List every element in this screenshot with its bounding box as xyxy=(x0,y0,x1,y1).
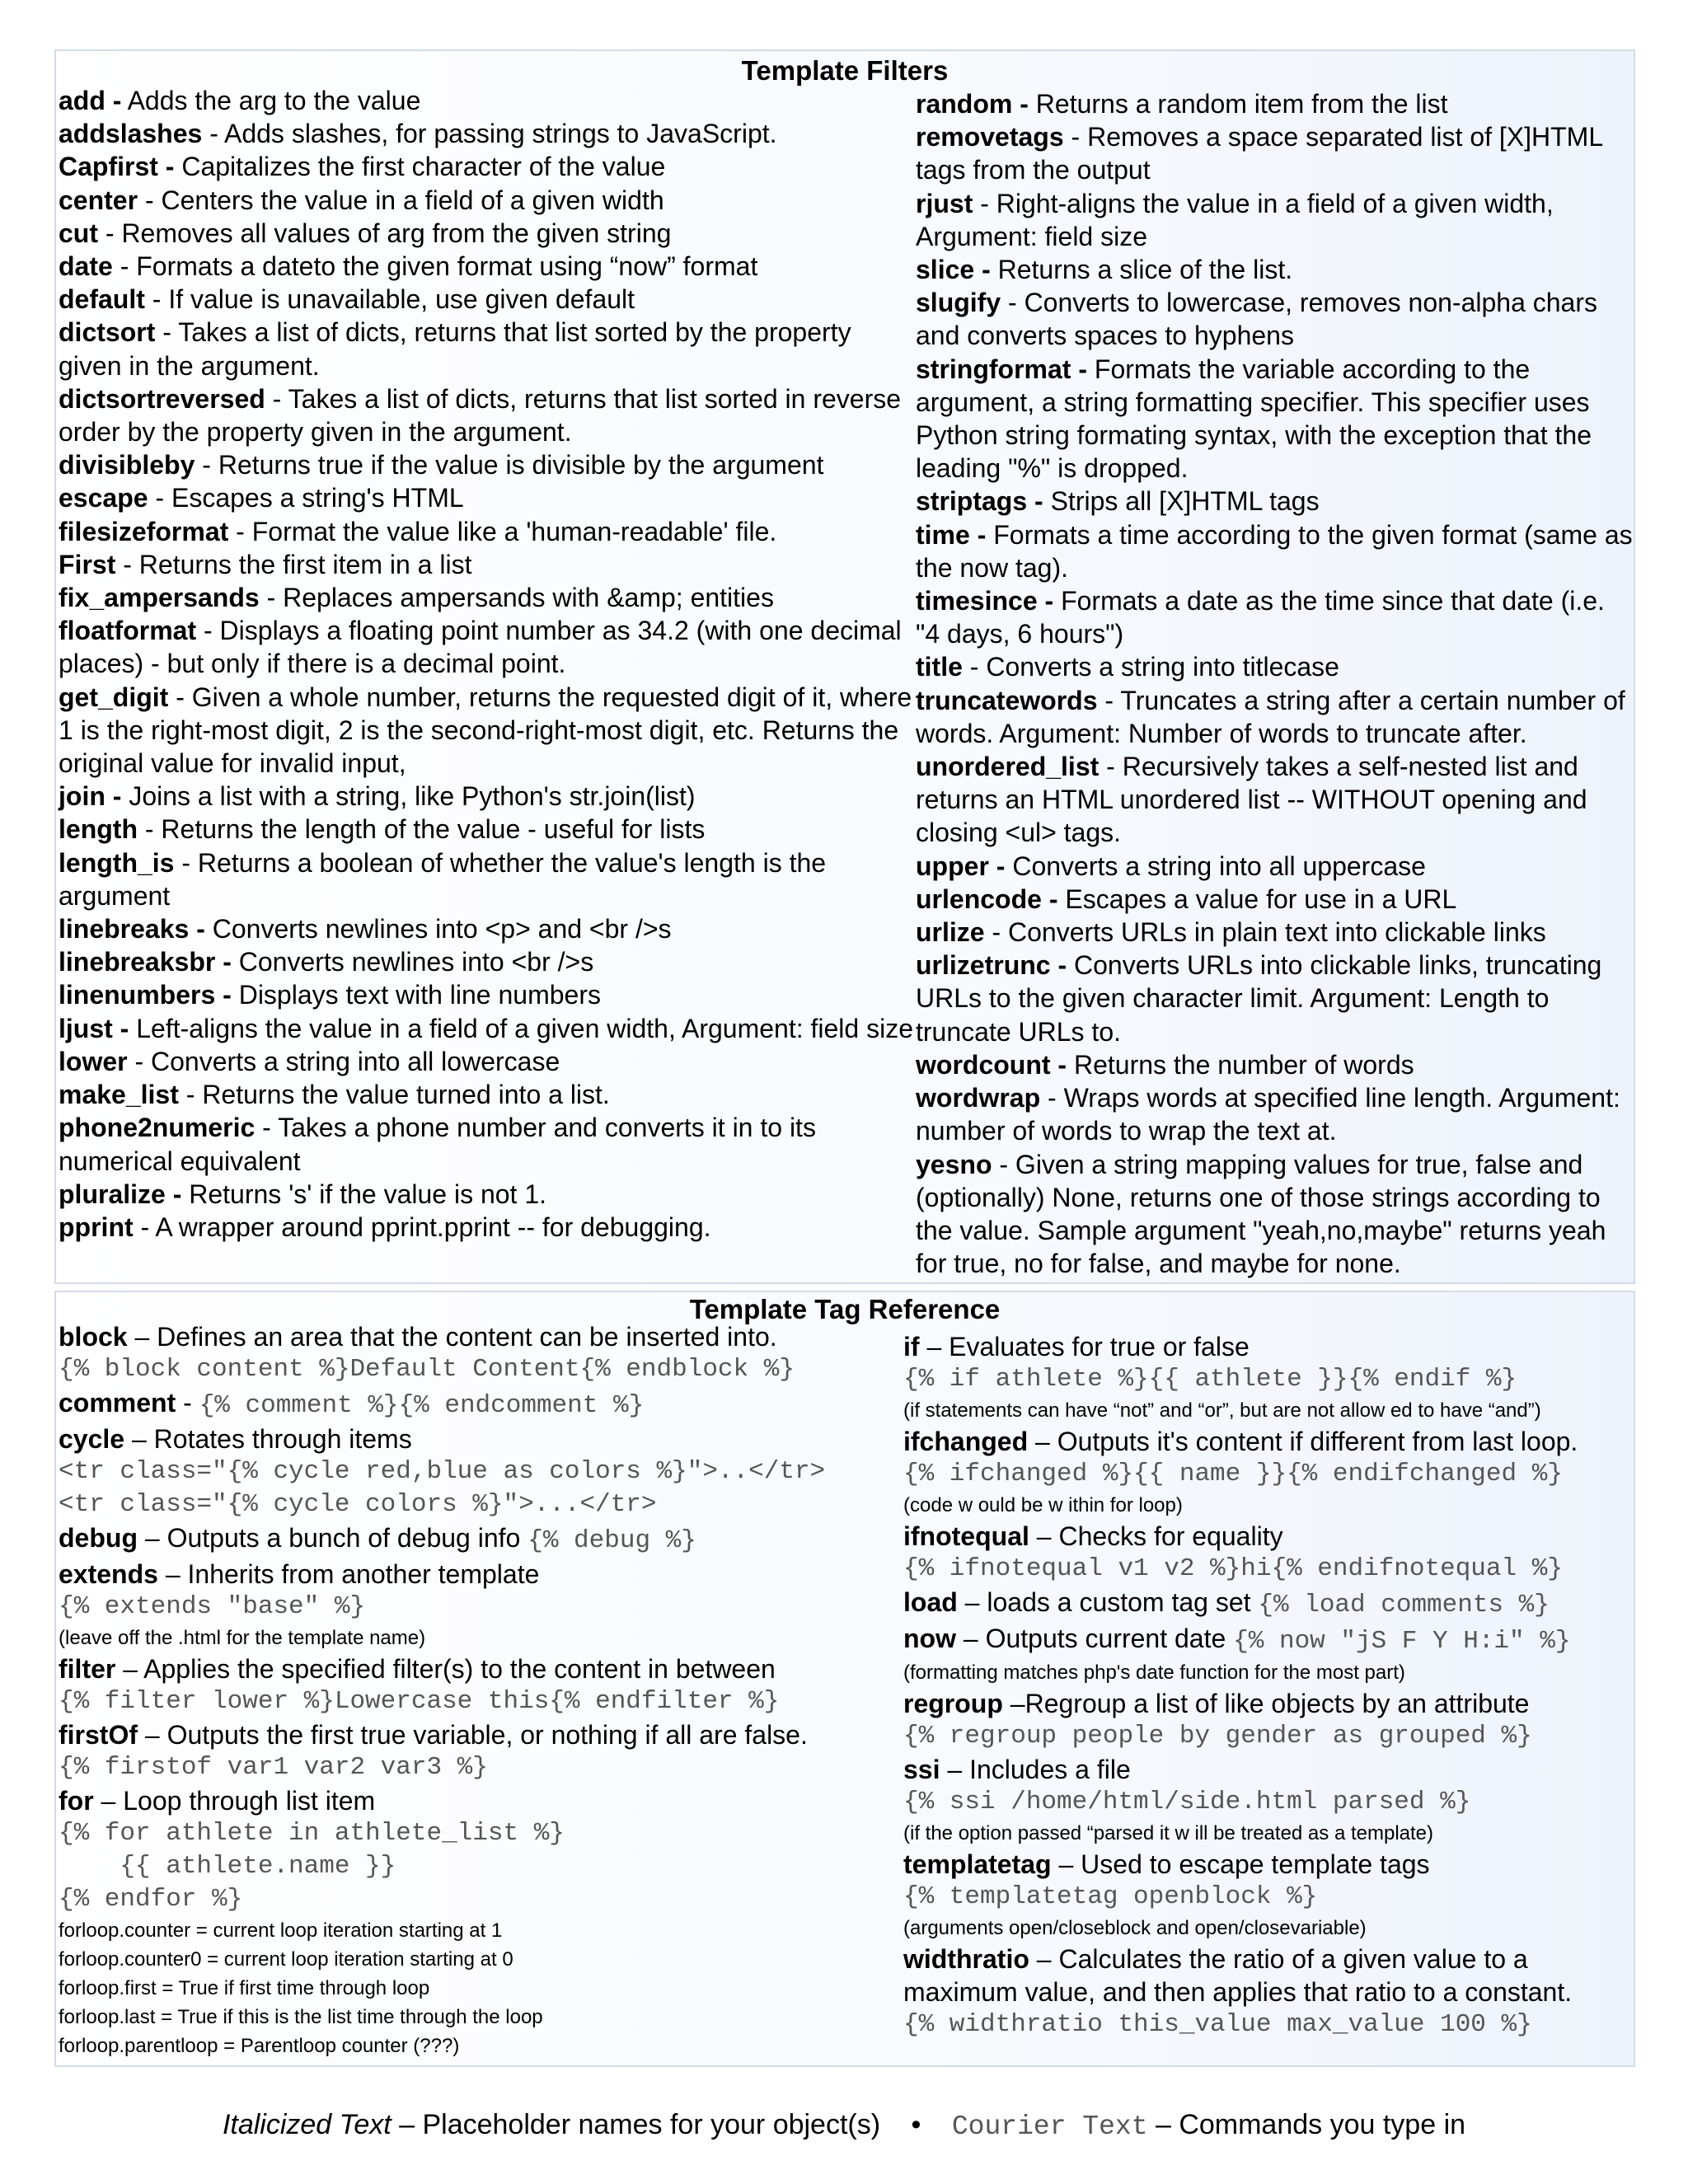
tag-ssi xyxy=(903,1753,1633,1786)
filter-description: - Returns a boolean of whether the value's length is the argument xyxy=(59,847,827,911)
tag-note: (if statements can have “not” and “or”, but are not allow ed to have “and”) xyxy=(903,1399,1541,1422)
filter-description: - Converts URLs in plain text into clickable links xyxy=(984,917,1546,948)
tag-name: filter xyxy=(59,1654,116,1684)
tag-description: – Outputs the first true variable, or nothing if all are false. xyxy=(138,1720,808,1750)
filter-description: - Converts a string into titlecase xyxy=(962,652,1339,682)
filter-entry xyxy=(59,217,920,250)
code-example: {% endfor %} xyxy=(59,1885,243,1914)
filter-entry xyxy=(59,780,920,813)
filter-name: make_list xyxy=(59,1080,179,1110)
tag-name: for xyxy=(59,1786,94,1816)
tag-name: load xyxy=(903,1587,958,1617)
filter-entry xyxy=(59,316,920,382)
filter-name: divisibleby xyxy=(59,450,195,480)
filter-entry xyxy=(59,250,920,283)
tag-description: – Outputs a bunch of debug info xyxy=(137,1523,528,1553)
filter-entry xyxy=(59,1178,920,1211)
filter-name: pluralize - xyxy=(59,1179,182,1209)
filter-name: Capfirst - xyxy=(59,152,175,182)
filter-entry xyxy=(59,846,920,912)
legend-courier-desc: – Commands you type in xyxy=(1147,2109,1466,2140)
filter-name: fix_ampersands xyxy=(59,583,260,613)
filter-description: Returns 's' if the value is not 1. xyxy=(181,1179,547,1209)
code-example: {% firstof var1 var2 var3 %} xyxy=(59,1753,488,1782)
filter-entry xyxy=(916,650,1633,683)
code-example: {% debug %} xyxy=(528,1526,696,1555)
filter-description: - Replaces ampersands with &amp; entities xyxy=(259,583,774,613)
filter-entry xyxy=(59,150,920,183)
filter-entry xyxy=(59,1111,920,1177)
filter-entry xyxy=(59,581,920,614)
filter-entry xyxy=(59,184,920,217)
filter-entry xyxy=(59,283,920,316)
filter-description: Returns a random item from the list xyxy=(1028,89,1448,119)
tag-note: (leave off the .html for the template name) xyxy=(59,1627,426,1649)
filter-description: Capitalizes the first character of the value xyxy=(174,152,666,182)
filter-name: wordcount - xyxy=(916,1049,1067,1080)
forloop-note: forloop.first = True if first time through loop xyxy=(59,1977,430,1999)
filter-entry xyxy=(59,481,920,514)
filter-name: random - xyxy=(916,89,1029,119)
tag-name: firstOf xyxy=(59,1720,138,1750)
filter-entry xyxy=(59,681,920,780)
filter-description: - Formats a dateto the given format using “now” format xyxy=(112,251,758,282)
filter-name: First xyxy=(59,549,116,579)
filter-name: urlize xyxy=(916,917,985,948)
filter-description: Converts newlines into <p> and <br />s xyxy=(204,914,672,944)
tag-firstof xyxy=(59,1718,949,1751)
filter-name: yesno xyxy=(916,1149,992,1179)
filter-description: - Centers the value in a field of a given width xyxy=(138,185,664,215)
filter-name: stringformat - xyxy=(916,354,1087,384)
code-example: <tr class="{% cycle red,blue as colors %}">..</tr> xyxy=(59,1457,826,1486)
filter-entry xyxy=(916,883,1633,916)
legend-footer xyxy=(0,2106,1688,2146)
tag-description: – Rotates through items xyxy=(124,1424,412,1454)
tag-templatetag xyxy=(903,1848,1633,1881)
filter-description: - Adds slashes, for passing strings to JavaScript. xyxy=(202,119,777,149)
filter-description: Escapes a value for use in a URL xyxy=(1057,883,1457,914)
tag-filter xyxy=(59,1652,949,1685)
filter-entry xyxy=(59,548,920,581)
filter-name: default xyxy=(59,284,145,315)
filter-entry xyxy=(916,684,1633,750)
filter-description: - Returns the value turned into a list. xyxy=(178,1080,610,1110)
tag-description: - xyxy=(176,1388,199,1418)
filter-entry xyxy=(916,584,1633,650)
code-example: {% templatetag openblock %} xyxy=(903,1882,1318,1911)
tags-title: Template Tag Reference xyxy=(689,1294,1001,1324)
filter-description: - Given a string mapping values for true, false and (optionally) None, returns one of those strings according to the value. Sample argument "yeah,no,maybe" returns yeah for true, no for false, and maybe for none. xyxy=(916,1149,1606,1279)
filter-name: linenumbers - xyxy=(59,980,232,1010)
filter-name: wordwrap xyxy=(916,1083,1041,1113)
filter-name: add - xyxy=(59,86,122,115)
filter-name: urlizetrunc - xyxy=(916,950,1067,981)
code-example: {% ifchanged %}{{ name }}{% endifchanged %} xyxy=(903,1460,1563,1488)
filter-description: - Converts a string into all lowercase xyxy=(127,1046,560,1076)
filter-description: - A wrapper around pprint.pprint -- for debugging. xyxy=(133,1212,711,1242)
filter-description: Left-aligns the value in a field of a given width, Argument: field size xyxy=(129,1013,913,1043)
tag-note: (formatting matches php's date function for the most part) xyxy=(903,1661,1405,1684)
filter-description: - Takes a list of dicts, returns that list sorted by the property given in the argument. xyxy=(59,317,851,381)
tags-left-column xyxy=(59,1320,949,2060)
tag-name: debug xyxy=(59,1523,138,1553)
filter-name: filesizeformat xyxy=(59,516,229,546)
filter-description: Joins a list with a string, like Python's str.join(list) xyxy=(121,781,696,812)
filter-description: - Takes a phone number and converts it in to its numerical equivalent xyxy=(59,1113,816,1176)
filter-description: - Removes a space separated list of [X]HTML tags from the output xyxy=(916,122,1602,185)
filter-entry xyxy=(916,120,1633,186)
filter-name: ljust - xyxy=(59,1013,129,1043)
filter-entry xyxy=(916,286,1633,352)
filter-name: removetags xyxy=(916,122,1064,152)
filter-description: - Truncates a string after a certain number of words. Argument: Number of words to truncate after. xyxy=(916,685,1625,748)
filter-name: truncatewords xyxy=(916,685,1098,715)
tag-description: – Used to escape template tags xyxy=(1051,1849,1430,1879)
filter-description: Formats a time according to the given format (same as the now tag). xyxy=(916,519,1633,583)
filter-name: length xyxy=(59,814,138,845)
filter-description: - Right-aligns the value in a field of a given width, Argument: field size xyxy=(916,188,1554,251)
tag-name: now xyxy=(903,1624,956,1653)
filter-description: - Given a whole number, returns the requested digit of it, where 1 is the right-most digit, 2 is the second-right-most digit, etc. Returns the original value for invalid input, xyxy=(59,682,912,779)
code-example: {% regroup people by gender as grouped %} xyxy=(903,1722,1532,1750)
tag-description: – Inherits from another template xyxy=(157,1559,540,1589)
filter-entry xyxy=(916,253,1633,286)
forloop-note: forloop.counter = current loop iteration starting at 1 xyxy=(59,1919,503,1942)
forloop-note: forloop.last = True if this is the list time through the loop xyxy=(59,2006,543,2028)
tag-description: – Checks for equality xyxy=(1029,1521,1283,1551)
tag-comment xyxy=(59,1386,949,1422)
filter-name: title xyxy=(916,652,963,682)
tag-description: – Evaluates for true or false xyxy=(919,1332,1250,1361)
filter-description: Strips all [X]HTML tags xyxy=(1043,486,1320,517)
filter-name: striptags - xyxy=(916,486,1043,517)
filter-description: - Returns the length of the value - useful for lists xyxy=(137,814,706,845)
filter-description: - Format the value like a 'human-readable' file. xyxy=(228,516,777,546)
filter-name: addslashes xyxy=(59,119,203,149)
tag-if xyxy=(903,1330,1633,1363)
code-example: {% now "jS F Y H:i" %} xyxy=(1233,1627,1571,1656)
tag-name: cycle xyxy=(59,1424,125,1454)
tags-right-column xyxy=(903,1330,1633,2041)
filter-entry xyxy=(59,978,920,1011)
legend-italic-desc: – Placeholder names for your object(s) xyxy=(391,2109,881,2140)
tag-for xyxy=(59,1784,949,1817)
filter-entry xyxy=(59,912,920,945)
filter-entry xyxy=(59,1211,920,1244)
filter-name: timesince - xyxy=(916,586,1054,616)
filter-name: unordered_list xyxy=(916,752,1100,782)
filter-entry xyxy=(59,117,920,150)
filter-name: phone2numeric xyxy=(59,1113,256,1143)
forloop-note: forloop.parentloop = Parentloop counter (???) xyxy=(59,2035,460,2057)
tag-regroup xyxy=(903,1687,1633,1720)
tag-name: regroup xyxy=(903,1689,1003,1718)
filter-description: Returns the number of words xyxy=(1067,1049,1414,1080)
code-example: {% ifnotequal v1 v2 %}hi{% endifnotequal %} xyxy=(903,1554,1563,1583)
filter-entry xyxy=(916,87,1633,120)
filter-entry xyxy=(916,1148,1633,1281)
tag-name: block xyxy=(59,1322,128,1352)
filter-description: Formats the variable according to the argument, a string formatting specifier. This specifier uses Python string formating syntax, with the exception that the leading "%" is dropped. xyxy=(916,354,1592,484)
filter-description: Displays text with line numbers xyxy=(231,980,601,1010)
filter-name: rjust xyxy=(916,188,973,218)
filter-entry xyxy=(59,614,920,680)
filter-description: Converts newlines into <br />s xyxy=(231,947,594,977)
tag-name: if xyxy=(903,1332,920,1361)
filters-title: Template Filters xyxy=(741,55,949,86)
bullet-separator: • xyxy=(911,2109,921,2140)
tag-name: extends xyxy=(59,1559,158,1589)
tag-note: (code w ould be w ithin for loop) xyxy=(903,1494,1183,1516)
filter-name: escape xyxy=(59,483,148,513)
filter-name: linebreaks - xyxy=(59,914,205,944)
tag-note: (arguments open/closeblock and open/closevariable) xyxy=(903,1917,1367,1939)
tag-description: –Regroup a list of like objects by an attribute xyxy=(1002,1689,1530,1718)
code-example: {% ssi /home/html/side.html parsed %} xyxy=(903,1788,1471,1816)
filter-name: date xyxy=(59,251,113,282)
filter-entry xyxy=(59,84,920,117)
filter-description: Adds the arg to the value xyxy=(121,86,421,115)
tag-now xyxy=(903,1622,1633,1658)
tag-name: ifnotequal xyxy=(903,1521,1029,1551)
filter-name: slice - xyxy=(916,255,991,285)
filter-description: - Takes a list of dicts, returns that list sorted in reverse order by the property given in the argument. xyxy=(59,383,902,448)
tag-cycle xyxy=(59,1422,949,1455)
filter-entry xyxy=(916,518,1633,584)
filter-name: time - xyxy=(916,519,987,550)
filter-entry xyxy=(916,1081,1633,1147)
filter-entry xyxy=(59,1045,920,1078)
filter-description: - Returns true if the value is divisible by the argument xyxy=(195,450,824,480)
tag-description: – Outputs it's content if different from last loop. xyxy=(1028,1427,1578,1456)
filter-entry xyxy=(59,1078,920,1111)
code-example: {% load comments %} xyxy=(1258,1591,1550,1619)
tag-block xyxy=(59,1320,949,1353)
code-example: {% for athlete in athlete_list %} xyxy=(59,1819,565,1848)
filter-entry xyxy=(59,382,920,448)
tag-ifnotequal xyxy=(903,1520,1633,1553)
forloop-note: forloop.counter0 = current loop iteration starting at 0 xyxy=(59,1948,513,1971)
tag-description: – Defines an area that the content can be inserted into. xyxy=(127,1322,777,1352)
tag-description: – loads a custom tag set xyxy=(957,1587,1259,1617)
filter-entry xyxy=(916,750,1633,850)
code-example: {% filter lower %}Lowercase this{% endfilter %} xyxy=(59,1687,780,1716)
legend-courier-label: Courier Text xyxy=(951,2111,1148,2142)
filter-description: Returns a slice of the list. xyxy=(990,255,1293,285)
filter-name: pprint xyxy=(59,1212,134,1242)
code-example: {% if athlete %}{{ athlete }}{% endif %} xyxy=(903,1365,1517,1394)
tag-name: comment xyxy=(59,1388,176,1418)
tag-debug xyxy=(59,1521,949,1558)
filter-entry xyxy=(59,813,920,846)
tag-name: templatetag xyxy=(903,1849,1052,1879)
filter-entry xyxy=(59,448,920,481)
filter-description: - Recursively takes a self-nested list and returns an HTML unordered list -- WITHOUT opening and closing <ul> tags. xyxy=(916,752,1587,848)
code-example: {% comment %}{% endcomment %} xyxy=(199,1391,645,1420)
code-example: <tr class="{% cycle colors %}">...</tr> xyxy=(59,1490,657,1519)
tag-description: – Calculates the ratio of a given value to a maximum value, and then applies that ratio to a constant. xyxy=(903,1944,1573,2007)
filter-name: cut xyxy=(59,218,98,248)
tag-description: – Applies the specified filter(s) to the content in between xyxy=(115,1654,776,1684)
filter-description: - Wraps words at specified line length. Argument: number of words to wrap the text at. xyxy=(916,1083,1620,1146)
filter-name: dictsort xyxy=(59,317,156,348)
tag-description: – Outputs current date xyxy=(955,1624,1234,1653)
filter-name: lower xyxy=(59,1046,128,1076)
filters-left-column xyxy=(59,84,920,1244)
template-tag-reference-section xyxy=(54,1291,1635,2067)
tag-description: – Includes a file xyxy=(940,1755,1131,1784)
filter-name: length_is xyxy=(59,847,175,878)
filter-name: dictsortreversed xyxy=(59,383,265,414)
filter-description: - Displays a floating point number as 34.2 (with one decimal places) - but only if there is a decimal point. xyxy=(59,616,902,679)
tag-extends xyxy=(59,1558,949,1591)
filter-entry xyxy=(916,187,1633,253)
filter-name: slugify xyxy=(916,288,1001,318)
filter-description: - Converts to lowercase, removes non-alpha chars and converts spaces to hyphens xyxy=(916,288,1597,351)
tag-note: (if the option passed “parsed it w ill be treated as a template) xyxy=(903,1822,1434,1844)
tag-ifchanged xyxy=(903,1425,1633,1458)
filter-description: - Returns the first item in a list xyxy=(115,549,472,579)
filter-entry xyxy=(916,353,1633,485)
filter-entry xyxy=(59,515,920,548)
filter-description: Converts URLs into clickable links, truncating URLs to the given character limit. Argument: Length to truncate URLs to. xyxy=(916,950,1602,1047)
code-example: {{ athlete.name }} xyxy=(59,1852,396,1881)
filter-description: - Escapes a string's HTML xyxy=(148,483,464,513)
filter-entry xyxy=(916,485,1633,518)
code-example: {% extends "base" %} xyxy=(59,1592,366,1621)
code-example: {% block content %}Default Content{% endblock %} xyxy=(59,1355,795,1384)
filter-entry xyxy=(916,916,1633,949)
filter-description: Converts a string into all uppercase xyxy=(1005,851,1426,881)
filter-name: linebreaksbr - xyxy=(59,947,232,977)
filter-name: center xyxy=(59,185,138,215)
tag-name: ssi xyxy=(903,1755,940,1784)
filter-entry xyxy=(59,1012,920,1045)
filter-description: - If value is unavailable, use given default xyxy=(144,284,635,315)
code-example: {% widthratio this_value max_value 100 %} xyxy=(903,2010,1532,2039)
filter-name: get_digit xyxy=(59,682,169,712)
tag-description: – Loop through list item xyxy=(93,1786,376,1816)
filter-description: - Removes all values of arg from the given string xyxy=(98,218,672,248)
template-filters-section xyxy=(54,49,1635,1284)
tag-name: widthratio xyxy=(903,1944,1029,1974)
filter-name: floatformat xyxy=(59,616,197,646)
filter-description: Formats a date as the time since that date (i.e. "4 days, 6 hours") xyxy=(916,586,1605,649)
tag-widthratio xyxy=(903,1943,1633,2008)
filter-name: join - xyxy=(59,781,122,812)
tag-load xyxy=(903,1586,1633,1622)
tag-name: ifchanged xyxy=(903,1427,1029,1456)
filter-entry xyxy=(916,949,1633,1048)
filter-entry xyxy=(916,850,1633,883)
legend-italic-label: Italicized Text xyxy=(222,2109,392,2140)
filters-right-column xyxy=(916,87,1633,1280)
filter-name: urlencode - xyxy=(916,883,1058,914)
filter-entry xyxy=(916,1048,1633,1081)
filter-name: upper - xyxy=(916,851,1006,881)
filter-entry xyxy=(59,945,920,978)
